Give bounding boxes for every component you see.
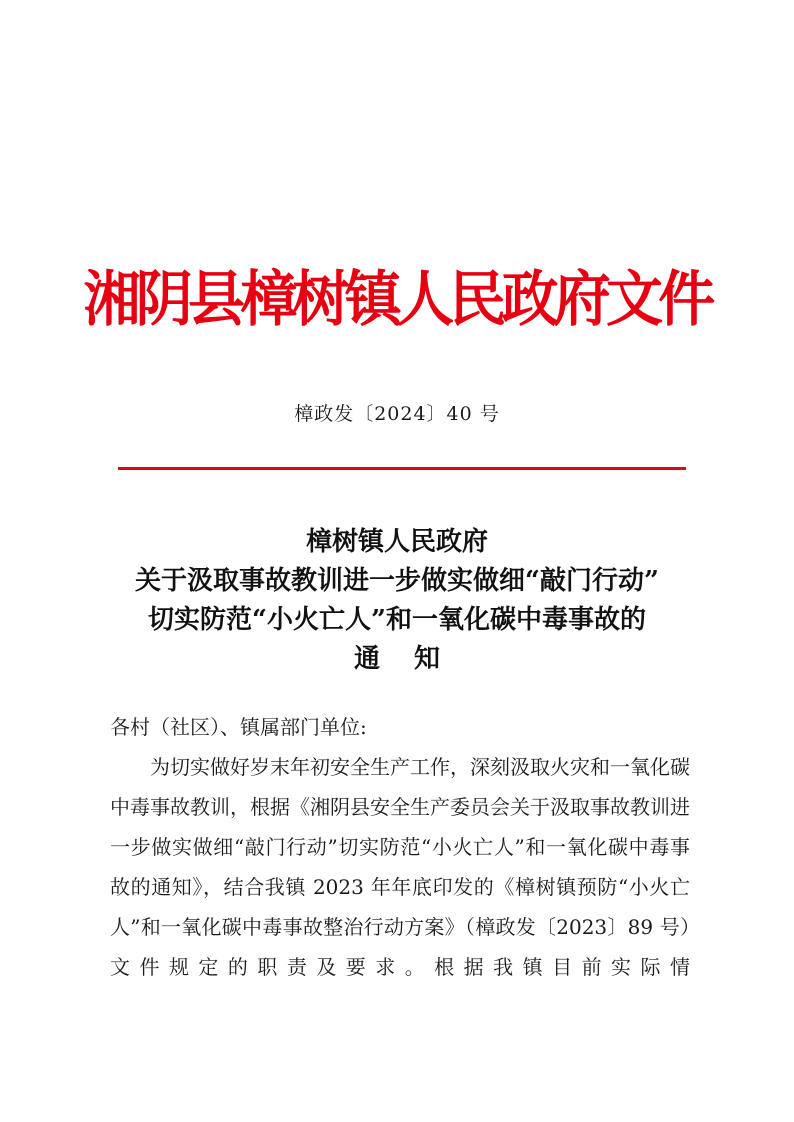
title-line-4: 通知 xyxy=(353,644,474,674)
title-line-1: 樟树镇人民政府 xyxy=(305,527,488,557)
document-title xyxy=(90,523,704,679)
title-line-3: 切实防范“小火亡人”和一氧化碳中毒事故的 xyxy=(148,605,646,635)
red-divider-line xyxy=(118,467,686,470)
issuer-header: 湘阴县樟树镇人民政府文件 xyxy=(83,265,711,335)
salutation: 各村（社区）、镇属部门单位: xyxy=(110,715,367,739)
document-body xyxy=(110,707,690,987)
title-line-2: 关于汲取事故教训进一步做实做细“敲门行动” xyxy=(135,566,659,596)
document-number: 樟政发〔2024〕40 号 xyxy=(294,403,500,425)
body-paragraph: 为切实做好岁末年初安全生产工作，深刻汲取火灾和一氧化碳中毒事故教训，根据《湘阴县安全生产委员会关于汲取事故教训进一步做实做细“敲门行动”切实防范“小火亡人”和一氧化碳中毒事故的通知》，结合我镇 2023 年年底印发的《樟树镇预防“小火亡人”和一氧化碳中毒事故整治行动方案》（樟政发〔2023〕89 号）文件规定的职责及要求。根据我镇目前实际情 xyxy=(110,755,690,979)
